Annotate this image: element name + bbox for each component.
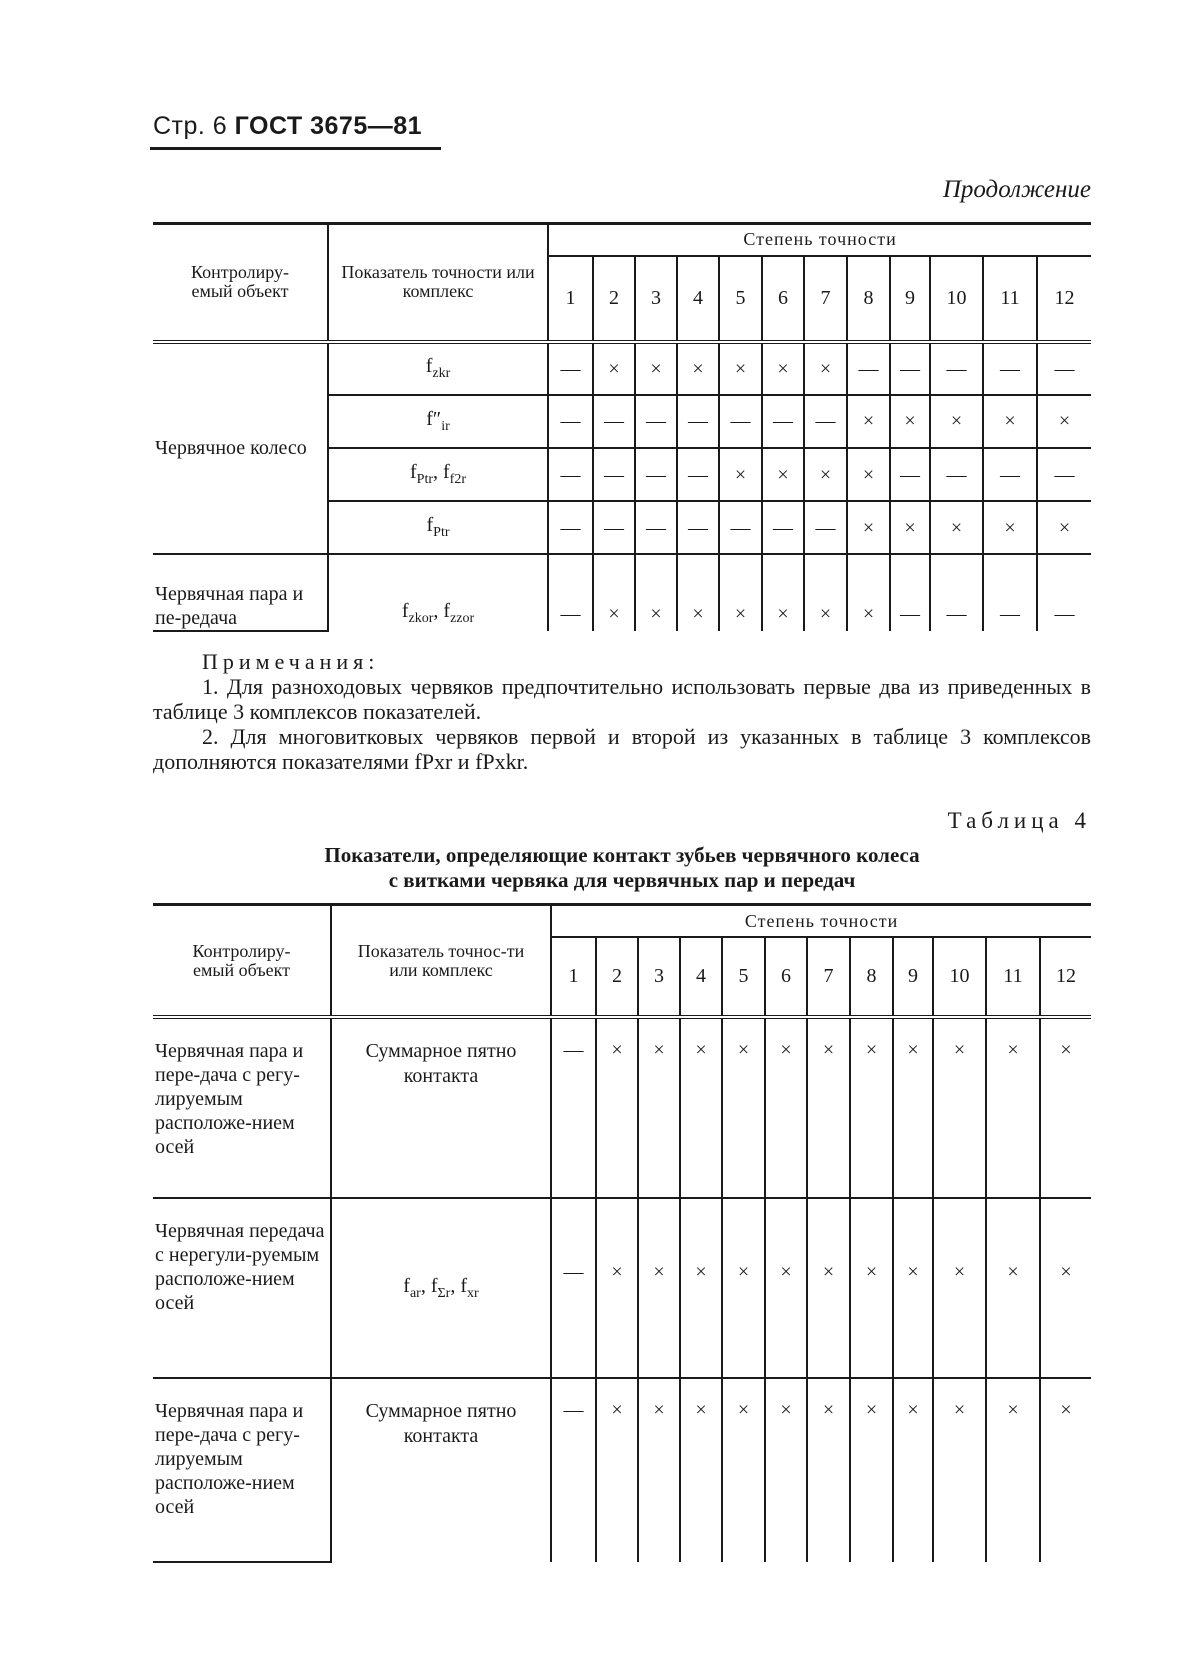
- t4-degree-5: 5: [722, 937, 765, 1017]
- not-applicable-mark: —: [719, 395, 762, 448]
- t3-degree-10: 10: [930, 256, 983, 342]
- not-applicable-mark: —: [548, 342, 593, 395]
- table-row: [153, 554, 1091, 631]
- t4-degree-12: 12: [1040, 937, 1091, 1017]
- not-applicable-mark: —: [677, 395, 719, 448]
- applicable-mark: ×: [804, 342, 847, 395]
- not-applicable-mark: —: [677, 448, 719, 501]
- t4-indicator-cell: $f_{ar}$, $f_{\Sigma r}$, $f_{xr}$: [331, 1198, 551, 1379]
- applicable-mark: ×: [933, 1198, 986, 1379]
- applicable-mark: ×: [850, 1198, 893, 1379]
- applicable-mark: ×: [807, 1017, 850, 1198]
- page-number: Стр. 6: [153, 112, 228, 140]
- table-row: [153, 1017, 1091, 1198]
- standard-number: ГОСТ 3675—81: [234, 112, 423, 140]
- t3-indicator-cell: $f_{Ptr}$, $f_{f2r}$: [328, 448, 548, 501]
- applicable-mark: ×: [1040, 1017, 1091, 1198]
- applicable-mark: ×: [722, 1017, 765, 1198]
- t4-degree-2: 2: [596, 937, 638, 1017]
- table-4-caption-line-1: Показатели, определяющие контакт зубьев червячного колеса: [324, 843, 920, 867]
- t3-indicator-cell: $f_{zkr}$: [328, 342, 548, 395]
- applicable-mark: ×: [722, 1378, 765, 1562]
- not-applicable-mark: —: [983, 342, 1037, 395]
- not-applicable-mark: —: [930, 554, 983, 631]
- applicable-mark: ×: [677, 342, 719, 395]
- t3-degree-12: 12: [1037, 256, 1091, 342]
- notes-title: Примечания:: [202, 649, 380, 674]
- t4-indicator-cell: Суммарное пятно контакта: [331, 1378, 551, 1562]
- not-applicable-mark: —: [983, 554, 1037, 631]
- table-4-caption-line-2: с витками червяка для червячных пар и передач: [388, 868, 856, 892]
- applicable-mark: ×: [890, 395, 930, 448]
- not-applicable-mark: —: [890, 554, 930, 631]
- applicable-mark: ×: [850, 1378, 893, 1562]
- applicable-mark: ×: [596, 1017, 638, 1198]
- applicable-mark: ×: [893, 1378, 933, 1562]
- not-applicable-mark: —: [890, 448, 930, 501]
- t3-degree-2: 2: [593, 256, 635, 342]
- not-applicable-mark: —: [847, 342, 890, 395]
- applicable-mark: ×: [722, 1198, 765, 1379]
- applicable-mark: ×: [719, 448, 762, 501]
- applicable-mark: ×: [986, 1017, 1040, 1198]
- applicable-mark: ×: [680, 1017, 722, 1198]
- t3-degree-8: 8: [847, 256, 890, 342]
- applicable-mark: ×: [719, 554, 762, 631]
- applicable-mark: ×: [930, 501, 983, 554]
- t4-degree-11: 11: [986, 937, 1040, 1017]
- not-applicable-mark: —: [635, 501, 677, 554]
- t3-object-cell: Червячная пара и пе-редача: [153, 554, 328, 631]
- not-applicable-mark: —: [548, 395, 593, 448]
- applicable-mark: ×: [986, 1378, 1040, 1562]
- applicable-mark: ×: [765, 1378, 807, 1562]
- table-4: [153, 903, 1091, 1563]
- applicable-mark: ×: [847, 448, 890, 501]
- note-1: 1. Для разноходовых червяков предпочтительно использовать первые два из приведенных в таблице 3 комплексов показателей.: [153, 674, 1091, 724]
- table-row: [153, 1378, 1091, 1562]
- t4-degree-4: 4: [680, 937, 722, 1017]
- not-applicable-mark: —: [635, 395, 677, 448]
- applicable-mark: ×: [593, 342, 635, 395]
- not-applicable-mark: —: [804, 501, 847, 554]
- t3-degree-1: 1: [548, 256, 593, 342]
- not-applicable-mark: —: [551, 1378, 596, 1562]
- t3-degree-7: 7: [804, 256, 847, 342]
- t3-object-cell: Червячное колесо: [153, 342, 328, 555]
- continuation-label: Продолжение: [942, 176, 1091, 203]
- applicable-mark: ×: [635, 554, 677, 631]
- t4-col-indicator-header: Показатель точнос-ти или комплекс: [331, 906, 551, 1017]
- applicable-mark: ×: [1040, 1198, 1091, 1379]
- table-row: [153, 342, 1091, 395]
- not-applicable-mark: —: [890, 342, 930, 395]
- applicable-mark: ×: [983, 501, 1037, 554]
- t3-degree-3: 3: [635, 256, 677, 342]
- applicable-mark: ×: [762, 554, 804, 631]
- t4-degree-7: 7: [807, 937, 850, 1017]
- not-applicable-mark: —: [1037, 554, 1091, 631]
- applicable-mark: ×: [893, 1198, 933, 1379]
- not-applicable-mark: —: [593, 448, 635, 501]
- applicable-mark: ×: [1037, 395, 1091, 448]
- not-applicable-mark: —: [983, 448, 1037, 501]
- applicable-mark: ×: [635, 342, 677, 395]
- t3-col-indicator-header: Показатель точности или комплекс: [328, 225, 548, 342]
- t4-degree-1: 1: [551, 937, 596, 1017]
- applicable-mark: ×: [596, 1198, 638, 1379]
- applicable-mark: ×: [638, 1198, 680, 1379]
- t3-degree-11: 11: [983, 256, 1037, 342]
- t4-col-object-header: Контролиру-емый объект: [153, 906, 331, 1017]
- not-applicable-mark: —: [762, 395, 804, 448]
- not-applicable-mark: —: [677, 501, 719, 554]
- table-row: [153, 1198, 1091, 1379]
- page-header: [153, 112, 422, 141]
- applicable-mark: ×: [847, 395, 890, 448]
- t4-indicator-cell: Суммарное пятно контакта: [331, 1017, 551, 1198]
- applicable-mark: ×: [933, 1017, 986, 1198]
- applicable-mark: ×: [804, 448, 847, 501]
- t4-object-cell: Червячная пара и пере-дача с регу-лируемым расположе-нием осей: [153, 1017, 331, 1198]
- t4-col-degree-header: Степень точности: [551, 906, 1091, 937]
- t4-degree-6: 6: [765, 937, 807, 1017]
- not-applicable-mark: —: [1037, 342, 1091, 395]
- not-applicable-mark: —: [930, 342, 983, 395]
- not-applicable-mark: —: [762, 501, 804, 554]
- applicable-mark: ×: [1037, 501, 1091, 554]
- t4-degree-9: 9: [893, 937, 933, 1017]
- t3-degree-9: 9: [890, 256, 930, 342]
- applicable-mark: ×: [765, 1198, 807, 1379]
- not-applicable-mark: —: [593, 501, 635, 554]
- not-applicable-mark: —: [548, 554, 593, 631]
- not-applicable-mark: —: [1037, 448, 1091, 501]
- applicable-mark: ×: [847, 501, 890, 554]
- applicable-mark: ×: [596, 1378, 638, 1562]
- applicable-mark: ×: [890, 501, 930, 554]
- table-3: [153, 222, 1091, 632]
- not-applicable-mark: —: [930, 448, 983, 501]
- applicable-mark: ×: [680, 1198, 722, 1379]
- applicable-mark: ×: [677, 554, 719, 631]
- t3-col-degree-header: Степень точности: [548, 225, 1091, 256]
- not-applicable-mark: —: [635, 448, 677, 501]
- t4-object-cell: Червячная передача с нерегули-руемым расположе-нием осей: [153, 1198, 331, 1379]
- not-applicable-mark: —: [804, 395, 847, 448]
- note-2: 2. Для многовитковых червяков первой и второй из указанных в таблице 3 комплексов дополняются показателями fPxr и fPxkr.: [153, 724, 1091, 774]
- t4-degree-8: 8: [850, 937, 893, 1017]
- t3-indicator-cell: $f_{Ptr}$: [328, 501, 548, 554]
- not-applicable-mark: —: [551, 1198, 596, 1379]
- applicable-mark: ×: [986, 1198, 1040, 1379]
- applicable-mark: ×: [1040, 1378, 1091, 1562]
- header-rule: [150, 147, 441, 150]
- applicable-mark: ×: [847, 554, 890, 631]
- applicable-mark: ×: [765, 1017, 807, 1198]
- t3-indicator-cell: $f''_{ir}$: [328, 395, 548, 448]
- table-4-label: Таблица 4: [947, 808, 1091, 833]
- not-applicable-mark: —: [719, 501, 762, 554]
- t3-degree-6: 6: [762, 256, 804, 342]
- not-applicable-mark: —: [548, 501, 593, 554]
- applicable-mark: ×: [930, 395, 983, 448]
- applicable-mark: ×: [638, 1017, 680, 1198]
- not-applicable-mark: —: [551, 1017, 596, 1198]
- t4-object-cell: Червячная пара и пере-дача с регу-лируемым расположе-нием осей: [153, 1378, 331, 1562]
- t3-indicator-cell: $f_{zkor}$, $f_{zzor}$: [328, 554, 548, 631]
- applicable-mark: ×: [807, 1378, 850, 1562]
- applicable-mark: ×: [762, 342, 804, 395]
- applicable-mark: ×: [893, 1017, 933, 1198]
- applicable-mark: ×: [719, 342, 762, 395]
- t3-degree-5: 5: [719, 256, 762, 342]
- notes-block: [153, 649, 1091, 774]
- applicable-mark: ×: [762, 448, 804, 501]
- not-applicable-mark: —: [593, 395, 635, 448]
- applicable-mark: ×: [983, 395, 1037, 448]
- applicable-mark: ×: [933, 1378, 986, 1562]
- t3-degree-4: 4: [677, 256, 719, 342]
- table-4-caption: [153, 843, 1091, 893]
- applicable-mark: ×: [850, 1017, 893, 1198]
- applicable-mark: ×: [804, 554, 847, 631]
- applicable-mark: ×: [807, 1198, 850, 1379]
- t4-degree-10: 10: [933, 937, 986, 1017]
- applicable-mark: ×: [638, 1378, 680, 1562]
- t4-degree-3: 3: [638, 937, 680, 1017]
- t3-col-object-header: Контролиру-емый объект: [153, 225, 328, 342]
- not-applicable-mark: —: [548, 448, 593, 501]
- applicable-mark: ×: [680, 1378, 722, 1562]
- applicable-mark: ×: [593, 554, 635, 631]
